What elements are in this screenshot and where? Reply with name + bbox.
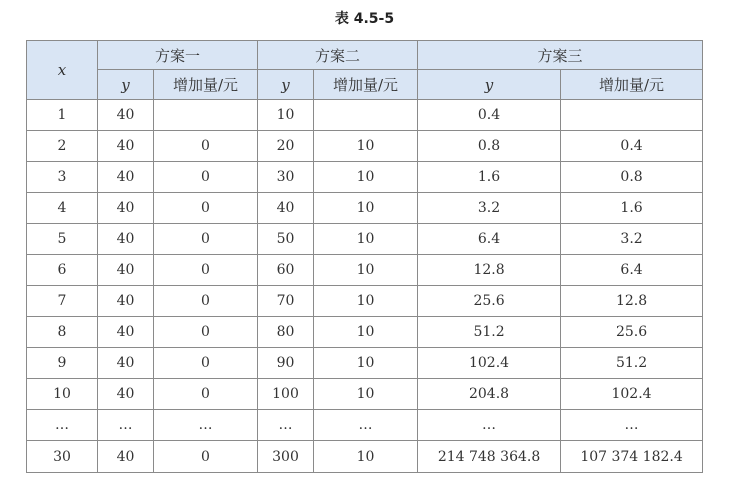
cell-plan-3-y: 1.6 xyxy=(418,162,561,193)
header-row-plans xyxy=(27,41,703,70)
table-row xyxy=(27,348,703,379)
cell-plan-3-increase: 25.6 xyxy=(561,317,703,348)
cell-plan-3-y: 25.6 xyxy=(418,286,561,317)
header-plan-2-y: y xyxy=(258,70,314,100)
cell-plan-2-y: 90 xyxy=(258,348,314,379)
table-row xyxy=(27,131,703,162)
table-row xyxy=(27,441,703,473)
cell-plan-1-increase: 0 xyxy=(154,193,258,224)
cell-plan-3-increase: 6.4 xyxy=(561,255,703,286)
cell-plan-2-increase: 10 xyxy=(314,379,418,410)
cell-x: 10 xyxy=(27,379,98,410)
cell-plan-1-y: 40 xyxy=(98,193,154,224)
cell-plan-3-increase: … xyxy=(561,410,703,441)
header-plan-1-y: y xyxy=(98,70,154,100)
table-body xyxy=(27,100,703,473)
cell-plan-3-y: 12.8 xyxy=(418,255,561,286)
cell-x: 2 xyxy=(27,131,98,162)
plan-comparison-table xyxy=(26,40,703,473)
cell-plan-3-increase: 0.4 xyxy=(561,131,703,162)
table-row xyxy=(27,162,703,193)
cell-plan-1-y: 40 xyxy=(98,286,154,317)
cell-plan-1-y: 40 xyxy=(98,441,154,473)
cell-plan-1-y: 40 xyxy=(98,317,154,348)
cell-x: 8 xyxy=(27,317,98,348)
cell-x: 3 xyxy=(27,162,98,193)
cell-plan-3-increase: 102.4 xyxy=(561,379,703,410)
cell-plan-2-y: 80 xyxy=(258,317,314,348)
cell-plan-2-y: 10 xyxy=(258,100,314,131)
cell-plan-1-y: 40 xyxy=(98,162,154,193)
cell-plan-1-increase: 0 xyxy=(154,131,258,162)
cell-plan-2-y: 20 xyxy=(258,131,314,162)
cell-plan-2-y: 60 xyxy=(258,255,314,286)
table-row xyxy=(27,317,703,348)
header-plan-1: 方案一 xyxy=(98,41,258,70)
cell-plan-3-y: 6.4 xyxy=(418,224,561,255)
cell-plan-1-increase: 0 xyxy=(154,224,258,255)
cell-x: 7 xyxy=(27,286,98,317)
cell-plan-2-y: … xyxy=(258,410,314,441)
cell-plan-1-y: … xyxy=(98,410,154,441)
cell-plan-3-y: 0.8 xyxy=(418,131,561,162)
header-plan-3-increase: 增加量/元 xyxy=(561,70,703,100)
cell-plan-1-increase: 0 xyxy=(154,317,258,348)
cell-plan-3-increase xyxy=(561,100,703,131)
header-x: x xyxy=(27,41,98,100)
cell-plan-3-y: … xyxy=(418,410,561,441)
cell-plan-1-increase xyxy=(154,100,258,131)
cell-x: 9 xyxy=(27,348,98,379)
cell-plan-3-y: 51.2 xyxy=(418,317,561,348)
cell-plan-2-y: 300 xyxy=(258,441,314,473)
cell-plan-1-increase: 0 xyxy=(154,348,258,379)
cell-plan-1-increase: 0 xyxy=(154,379,258,410)
cell-plan-1-y: 40 xyxy=(98,348,154,379)
cell-plan-1-y: 40 xyxy=(98,255,154,286)
cell-x: 1 xyxy=(27,100,98,131)
cell-plan-3-y: 3.2 xyxy=(418,193,561,224)
cell-plan-3-increase: 0.8 xyxy=(561,162,703,193)
header-plan-3: 方案三 xyxy=(418,41,703,70)
cell-plan-3-y: 214 748 364.8 xyxy=(418,441,561,473)
cell-plan-3-increase: 1.6 xyxy=(561,193,703,224)
header-plan-2-increase: 增加量/元 xyxy=(314,70,418,100)
cell-x: 5 xyxy=(27,224,98,255)
cell-plan-2-increase: 10 xyxy=(314,348,418,379)
cell-plan-2-increase: 10 xyxy=(314,255,418,286)
table-row xyxy=(27,224,703,255)
cell-plan-1-y: 40 xyxy=(98,224,154,255)
cell-plan-2-increase: 10 xyxy=(314,224,418,255)
cell-plan-2-y: 50 xyxy=(258,224,314,255)
cell-plan-1-increase: 0 xyxy=(154,255,258,286)
cell-x: 4 xyxy=(27,193,98,224)
header-row-columns xyxy=(27,70,703,100)
header-plan-3-y: y xyxy=(418,70,561,100)
cell-plan-2-increase: 10 xyxy=(314,286,418,317)
table-row xyxy=(27,100,703,131)
table-row xyxy=(27,193,703,224)
cell-plan-2-increase: 10 xyxy=(314,131,418,162)
cell-plan-1-increase: 0 xyxy=(154,162,258,193)
cell-plan-2-increase: 10 xyxy=(314,193,418,224)
table-caption: 表 4.5-5 xyxy=(334,11,395,27)
cell-plan-1-increase: 0 xyxy=(154,286,258,317)
cell-plan-1-increase: 0 xyxy=(154,441,258,473)
cell-x: 6 xyxy=(27,255,98,286)
cell-plan-3-y: 204.8 xyxy=(418,379,561,410)
table-row xyxy=(27,379,703,410)
cell-plan-2-y: 70 xyxy=(258,286,314,317)
table-row xyxy=(27,286,703,317)
cell-plan-3-increase: 51.2 xyxy=(561,348,703,379)
cell-plan-1-y: 40 xyxy=(98,379,154,410)
cell-plan-3-increase: 12.8 xyxy=(561,286,703,317)
cell-plan-1-y: 40 xyxy=(98,131,154,162)
cell-plan-2-y: 100 xyxy=(258,379,314,410)
cell-plan-3-increase: 3.2 xyxy=(561,224,703,255)
table-row xyxy=(27,255,703,286)
cell-plan-2-y: 30 xyxy=(258,162,314,193)
cell-plan-3-y: 0.4 xyxy=(418,100,561,131)
cell-plan-2-increase: 10 xyxy=(314,317,418,348)
cell-plan-2-increase: 10 xyxy=(314,441,418,473)
cell-plan-2-increase: 10 xyxy=(314,162,418,193)
cell-x: … xyxy=(27,410,98,441)
cell-x: 30 xyxy=(27,441,98,473)
cell-plan-3-y: 102.4 xyxy=(418,348,561,379)
cell-plan-3-increase: 107 374 182.4 xyxy=(561,441,703,473)
cell-plan-2-y: 40 xyxy=(258,193,314,224)
table-row xyxy=(27,410,703,441)
header-plan-1-increase: 增加量/元 xyxy=(154,70,258,100)
cell-plan-2-increase: … xyxy=(314,410,418,441)
header-plan-2: 方案二 xyxy=(258,41,418,70)
cell-plan-1-increase: … xyxy=(154,410,258,441)
cell-plan-2-increase xyxy=(314,100,418,131)
cell-plan-1-y: 40 xyxy=(98,100,154,131)
